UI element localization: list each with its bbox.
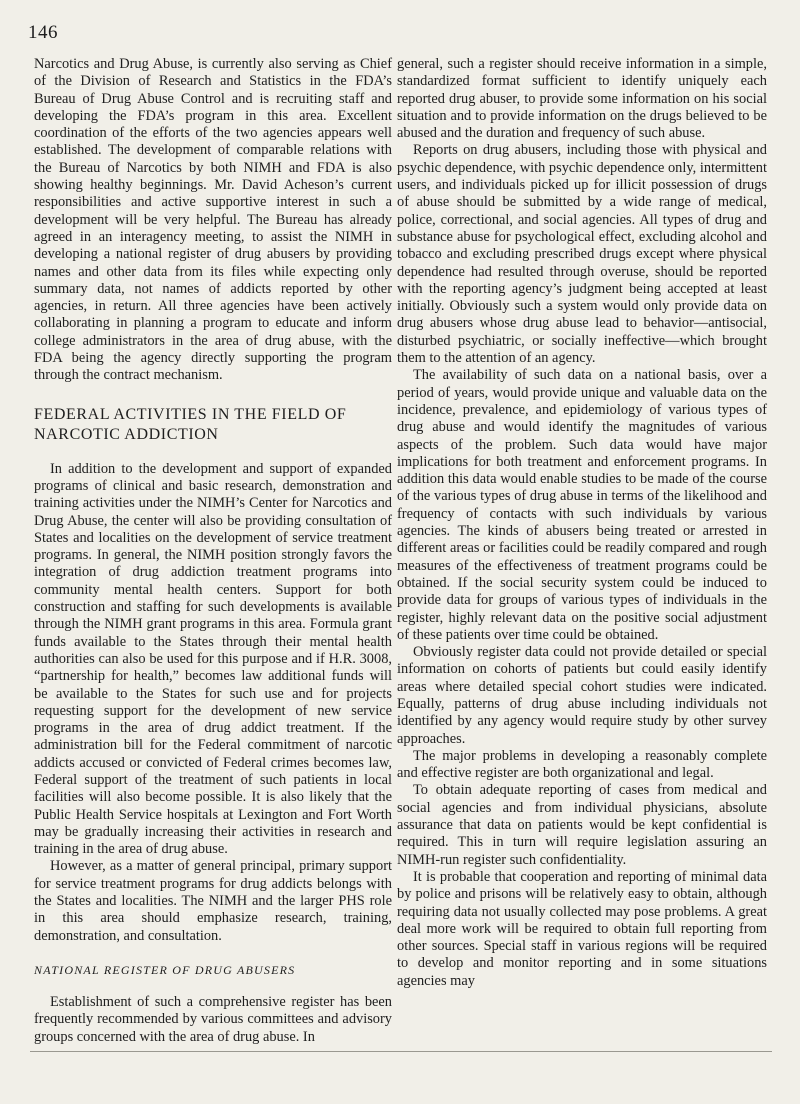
page-number: 146	[28, 22, 58, 43]
body-paragraph: Obviously register data could not provide detailed or special information on cohorts of patients but could easily identify areas where detailed special cohort studies were indicated. Equally, patterns of drug abuse including individuals not identified by any agency would require study by other survey approaches.	[397, 644, 767, 747]
right-column	[397, 56, 767, 990]
section-heading: FEDERAL ACTIVITIES IN THE FIELD OF NARCOTIC ADDICTION	[34, 405, 347, 443]
footer-rule	[30, 1051, 772, 1052]
body-paragraph: The major problems in developing a reasonably complete and effective register are both organizational and legal.	[397, 747, 767, 782]
body-paragraph: Narcotics and Drug Abuse, is currently also serving as Chief of the Division of Research and Statistics in the FDA’s Bureau of Drug Abuse Control and is recruiting staff and developing the FDA’s program in this area. Excellent coordination of the efforts of the two agencies appears well established. The development of comparable relations with the Bureau of Narcotics by both NIMH and FDA is also showing healthy beginnings. Mr. David Acheson’s current responsibilities and active supportive interest in such a development will be very helpful. The Bureau has already agreed in an interagency meeting, to assist the NIMH in developing a national register of drug abusers by providing names and other data from its files while expecting only summary data, not names of addicts reported by other agencies, in return. All three agencies have been actively collaborating in planning a program to educate and inform college administrators in the area of drug abuse, with the FDA being the agency directly supporting the program through the contract mechanism.	[34, 56, 392, 384]
body-paragraph: Establishment of such a comprehensive register has been frequently recommended by various committees and advisory groups concerned with the area of drug abuse. In	[34, 993, 392, 1045]
body-paragraph: Reports on drug abusers, including those with physical and psychic dependence, with psychic dependence only, intermittent users, and individuals picked up for illicit possession of drugs of abuse should be submitted by a wide range of medical, police, correctional, and social agencies. All types of drug and substance abuse for psychological effect, excluding alcohol and tobacco and excluding prescribed drugs except where physical dependence had resulted through overuse, should be reported with the reporting agency’s judgment being accepted at least initially. Obviously such a system would only provide data on drug abusers whose drug abuse lead to behavior—antisocial, disturbed psychiatric, or socially ineffective—which brought them to the attention of an agency.	[397, 142, 767, 367]
body-paragraph: In addition to the development and support of expanded programs of clinical and basic research, demonstration and training activities under the NIMH’s Center for Narcotics and Drug Abuse, the center will also be providing consultation of States and localities on the development of service treatment programs. In general, the NIMH position strongly favors the integration of drug addiction treatment programs into community mental health centers. Support for both construction and staffing for such developments is available through the NIMH grant programs in this area. Formula grant funds available to the States through their mental health authorities can also be used for this purpose and if H.R. 3008, “partnership for health,” becomes law additional funds will be available to the States for such use and for projects requesting support for the development of new service programs in the area of drug addict treatment. If the administration bill for the Federal commitment of narcotic addicts accused or convicted of Federal crimes becomes law, Federal support of the treatment of such patients in local facilities will also become possible. It is also likely that the Public Health Service hospitals at Lexington and Fort Worth may be gradually increasing their activities in research and training in the area of drug abuse.	[34, 460, 392, 858]
body-paragraph: However, as a matter of general principal, primary support for service treatment programs for drug addicts belongs with the States and localities. The NIMH and the larger PHS role in this area should emphasize research, training, demonstration, and consultation.	[34, 858, 392, 944]
body-paragraph: general, such a register should receive information in a simple, standardized format sufficient to identify uniquely each reported drug abuser, to provide some information on his social situation and to provide information on the drugs believed to be abused and the duration and frequency of such abuse.	[397, 56, 767, 142]
body-paragraph: To obtain adequate reporting of cases from medical and social agencies and from individual physicians, absolute assurance that data on patients would be kept confidential is required. This in turn will require legislation assuring an NIMH-run register such confidentiality.	[397, 782, 767, 868]
left-column	[34, 56, 392, 1046]
body-paragraph: The availability of such data on a national basis, over a period of years, would provide unique and valuable data on the incidence, prevalence, and epidemiology of various types of drug abuse and would identify the magnitudes of various aspects of the problem. Such data would have major implications for both treatment and enforcement programs. In addition this data would enable studies to be made of the course of the various types of drug abuse in terms of the likelihood and frequency of contacts with such individuals by various agencies. The kinds of abusers being treated or arrested in different areas or facilities could be readily compared and rough measures of the effectiveness of treatment programs could be obtained. If the social security system could be induced to provide data for groups of various types of individuals in the register, highly relevant data on the positive social adjustment of these patients over time could be obtained.	[397, 367, 767, 643]
section-subheading: NATIONAL REGISTER OF DRUG ABUSERS	[34, 962, 296, 977]
body-paragraph: It is probable that cooperation and reporting of minimal data by police and prisons will be relatively easy to obtain, although requiring data not usually collected may pose problems. A great deal more work will be required to obtain full reporting from other sources. Special staff in various regions will be required to develop and monitor reporting and in some situations agencies may	[397, 868, 767, 989]
